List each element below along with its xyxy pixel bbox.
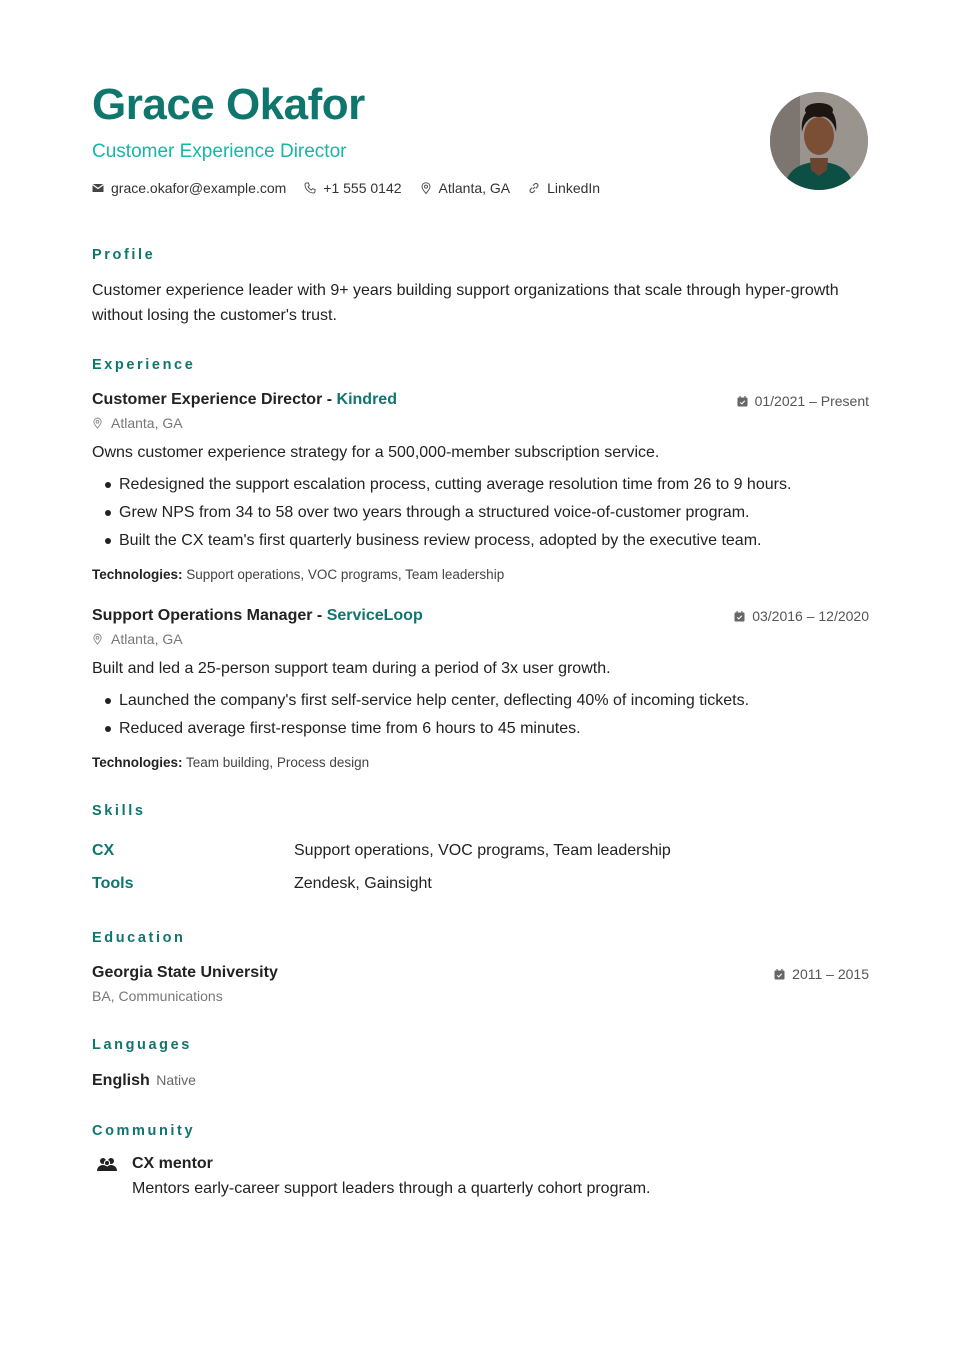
contact-linkedin-text: LinkedIn <box>547 180 601 196</box>
job-location <box>92 631 183 647</box>
skill-items: Zendesk, Gainsight <box>294 875 432 892</box>
contact-location-text: Atlanta, GA <box>438 180 511 196</box>
technologies-label: Technologies: <box>92 755 183 770</box>
section-heading-experience: Experience <box>92 357 196 373</box>
job-summary: Owns customer experience strategy for a 500,000-member subscription service. <box>92 444 660 461</box>
job-title <box>92 391 397 409</box>
contact-location <box>420 180 511 196</box>
language-entry <box>92 1072 196 1090</box>
technologies-label: Technologies: <box>92 567 183 582</box>
avatar-portrait <box>770 92 868 190</box>
calendar-icon <box>737 396 748 407</box>
section-heading-community: Community <box>92 1123 196 1139</box>
map-pin-icon <box>92 417 103 429</box>
job-role: Support Operations Manager <box>92 607 313 624</box>
community-description: Mentors early-career support leaders through a quarterly cohort program. <box>132 1180 651 1197</box>
education-degree: BA, Communications <box>92 988 223 1004</box>
technologies-list: Team building, Process design <box>186 755 370 770</box>
section-heading-education: Education <box>92 930 186 946</box>
job-bullet: Redesigned the support escalation process, cutting average resolution time from 26 to 9 hours. <box>105 475 791 503</box>
job-separator: - <box>312 607 327 624</box>
skill-items: Support operations, VOC programs, Team leadership <box>294 842 671 859</box>
job-company: ServiceLoop <box>326 607 423 624</box>
calendar-icon <box>734 611 745 622</box>
envelope-icon <box>92 182 104 194</box>
education-dates <box>774 966 869 982</box>
link-icon <box>528 182 540 194</box>
profile-summary <box>92 278 872 328</box>
job-technologies <box>92 755 369 770</box>
job-bullet: Launched the company's first self-service help center, deflecting 40% of incoming tickets. <box>105 691 749 719</box>
technologies-list: Support operations, VOC programs, Team leadership <box>186 567 505 582</box>
resume-page <box>92 0 869 1358</box>
candidate-name: Grace Okafor <box>92 80 365 129</box>
job-bullet: Grew NPS from 34 to 58 over two years through a structured voice-of-customer program. <box>105 503 791 531</box>
job-bullet: Reduced average first-response time from 6 hours to 45 minutes. <box>105 719 749 747</box>
contact-bar <box>92 180 618 196</box>
language-level: Native <box>156 1072 196 1088</box>
job-technologies <box>92 567 504 582</box>
job-location-text: Atlanta, GA <box>111 631 183 647</box>
avatar <box>770 92 868 190</box>
map-pin-icon <box>420 182 432 194</box>
profile-line-2: without losing the customer's trust. <box>92 307 337 324</box>
candidate-title: Customer Experience Director <box>92 141 347 162</box>
language-name: English <box>92 1072 150 1089</box>
section-heading-languages: Languages <box>92 1037 192 1053</box>
job-role: Customer Experience Director <box>92 391 323 408</box>
people-icon <box>97 1157 117 1173</box>
job-separator: - <box>322 391 337 408</box>
job-bullets <box>105 475 791 559</box>
contact-phone-text: +1 555 0142 <box>323 180 402 196</box>
contact-phone[interactable] <box>304 180 401 196</box>
job-bullets <box>105 691 749 747</box>
job-location-text: Atlanta, GA <box>111 415 183 431</box>
contact-linkedin[interactable] <box>528 180 600 196</box>
job-summary: Built and led a 25-person support team during a period of 3x user growth. <box>92 660 611 677</box>
profile-line-1: Customer experience leader with 9+ years building support organizations that scale through hyper-growth <box>92 282 839 299</box>
job-title <box>92 607 423 625</box>
section-heading-skills: Skills <box>92 803 146 819</box>
skill-category: Tools <box>92 875 134 892</box>
map-pin-icon <box>92 633 103 645</box>
education-school: Georgia State University <box>92 964 278 981</box>
job-dates <box>737 393 869 409</box>
job-location <box>92 415 183 431</box>
skill-category: CX <box>92 842 115 859</box>
contact-email[interactable] <box>92 180 286 196</box>
job-company: Kindred <box>336 391 397 408</box>
community-title: CX mentor <box>132 1155 213 1172</box>
phone-icon <box>304 182 316 194</box>
job-bullet: Built the CX team's first quarterly business review process, adopted by the executive team. <box>105 531 791 559</box>
section-heading-profile: Profile <box>92 247 156 263</box>
contact-email-text: grace.okafor@example.com <box>111 180 287 196</box>
education-dates-text: 2011 – 2015 <box>792 966 869 982</box>
job-dates-text: 01/2021 – Present <box>754 393 869 409</box>
job-dates-text: 03/2016 – 12/2020 <box>752 608 869 624</box>
calendar-icon <box>774 969 785 980</box>
job-dates <box>734 608 869 624</box>
